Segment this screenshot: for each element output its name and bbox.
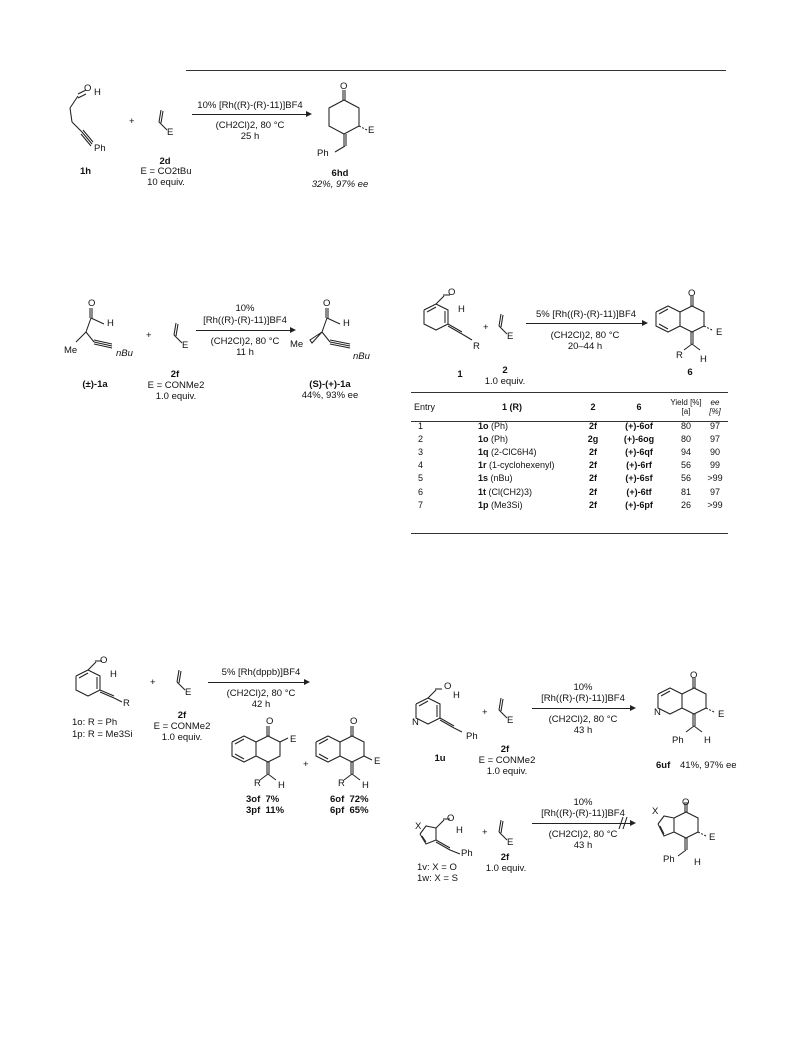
cell-ee: 90 bbox=[709, 446, 720, 457]
substrate-code: 1o bbox=[478, 420, 489, 431]
cell-alkene: 2f bbox=[588, 420, 597, 431]
cell-substrate bbox=[448, 432, 576, 445]
cell-alkene: 2g bbox=[587, 433, 599, 444]
compound-label: 6 bbox=[687, 367, 693, 378]
substrate-1h-structure bbox=[60, 82, 120, 162]
cell-entry: 3 bbox=[418, 446, 424, 457]
atom-O: O bbox=[448, 287, 456, 298]
cell-ee: >99 bbox=[707, 499, 723, 510]
atom-Ph: Ph bbox=[663, 854, 675, 865]
cell-substrate bbox=[448, 498, 576, 511]
compound-definition: E = CONMe2 bbox=[478, 755, 536, 766]
plus-sign: + bbox=[482, 827, 488, 838]
cell-substrate bbox=[448, 445, 576, 458]
substrate-1u-structure bbox=[406, 680, 496, 760]
plus-sign: + bbox=[129, 116, 135, 127]
atom-E: E bbox=[185, 687, 192, 698]
table-header-row bbox=[414, 395, 726, 419]
cell-yield: 56 bbox=[680, 460, 691, 471]
equivalents: 1.0 equiv. bbox=[485, 863, 527, 874]
table-top-rule bbox=[411, 392, 728, 393]
product-6-structure bbox=[646, 288, 736, 368]
table-bottom-rule bbox=[411, 533, 728, 534]
reaction-arrow bbox=[196, 330, 292, 331]
substrate-code: 1s bbox=[478, 473, 489, 484]
reaction-arrow bbox=[192, 114, 308, 115]
atom-O: O bbox=[682, 797, 690, 808]
cell-yield: 56 bbox=[680, 473, 691, 484]
compound-label: (S)-(+)-1a bbox=[309, 379, 351, 390]
atom-E: E bbox=[716, 327, 723, 338]
cell-product: (+)-6of bbox=[625, 420, 653, 431]
cell-alkene: 2f bbox=[588, 446, 597, 457]
catalyst-condition: [Rh((R)-(R)-11)]BF4 bbox=[203, 315, 287, 326]
catalyst-condition: [Rh((R)-(R)-11)]BF4 bbox=[541, 693, 625, 704]
cell-entry: 5 bbox=[418, 473, 424, 484]
yield-ee: 32%, 97% ee bbox=[311, 179, 369, 190]
atom-O: O bbox=[447, 813, 455, 824]
equivalents: 1.0 equiv. bbox=[161, 732, 203, 743]
cell-yield: 80 bbox=[680, 433, 691, 444]
table-row bbox=[414, 485, 726, 498]
substrate-code: 1t bbox=[478, 486, 487, 497]
table-mid-rule bbox=[411, 421, 728, 422]
target-product-structure bbox=[648, 800, 738, 880]
substrate-group: (1-cyclohexenyl) bbox=[489, 460, 555, 471]
cell-entry: 6 bbox=[418, 486, 424, 497]
compound-definition: E = CONMe2 bbox=[153, 721, 211, 732]
product-yield: 3pf 11% bbox=[246, 805, 285, 816]
arrowhead bbox=[304, 679, 310, 685]
atom-H: H bbox=[453, 690, 460, 701]
compound-definition: E = CO2tBu bbox=[140, 166, 192, 177]
substrate-group: (2-ClC6H4) bbox=[491, 446, 537, 457]
time-condition: 42 h bbox=[251, 699, 271, 710]
reaction-arrow bbox=[526, 323, 644, 324]
compound-label: 6uf bbox=[656, 760, 671, 771]
atom-H: H bbox=[278, 780, 285, 791]
atom-H: H bbox=[456, 825, 463, 836]
atom-Ph: Ph bbox=[466, 731, 478, 742]
plus-sign: + bbox=[150, 677, 156, 688]
atom-N: N bbox=[654, 707, 661, 718]
equivalents: 10 equiv. bbox=[147, 177, 185, 188]
atom-E: E bbox=[718, 709, 725, 720]
cell-yield: 80 bbox=[680, 420, 691, 431]
substrate-group: (Me3Si) bbox=[491, 499, 523, 510]
compound-label: 1u bbox=[434, 753, 446, 764]
arrowhead bbox=[630, 820, 636, 826]
atom-H: H bbox=[694, 857, 701, 868]
plus-sign: + bbox=[146, 330, 152, 341]
atom-H: H bbox=[94, 87, 101, 98]
cell-ee: 97 bbox=[709, 420, 720, 431]
atom-O: O bbox=[340, 81, 348, 92]
equivalents: 1.0 equiv. bbox=[484, 376, 526, 387]
substrate-group: (Ph) bbox=[491, 433, 509, 444]
catalyst-condition: 5% [Rh(dppb)]BF4 bbox=[221, 667, 301, 678]
atom-H: H bbox=[704, 735, 711, 746]
header-ee: ee [%] bbox=[709, 398, 721, 416]
cell-entry: 4 bbox=[418, 460, 424, 471]
substrate-code: 1p bbox=[478, 499, 489, 510]
atom-E: E bbox=[368, 125, 375, 136]
cell-alkene: 2f bbox=[588, 473, 597, 484]
cell-product: (+)-6qf bbox=[625, 446, 653, 457]
equivalents: 1.0 equiv. bbox=[486, 766, 528, 777]
reaction-arrow bbox=[208, 682, 306, 683]
solvent-condition: (CH2Cl)2, 80 °C bbox=[550, 330, 620, 341]
solvent-condition: (CH2Cl)2, 80 °C bbox=[548, 714, 618, 725]
atom-O: O bbox=[88, 298, 96, 309]
cell-alkene: 2f bbox=[588, 486, 597, 497]
cell-alkene: 2f bbox=[588, 499, 597, 510]
atom-E: E bbox=[182, 340, 189, 351]
plus-sign: + bbox=[482, 707, 488, 718]
atom-X: X bbox=[652, 806, 659, 817]
compound-label: 2f bbox=[170, 369, 180, 380]
atom-E: E bbox=[709, 832, 716, 843]
atom-R: R bbox=[338, 778, 345, 789]
product-yield: 6pf 65% bbox=[330, 805, 369, 816]
table-row bbox=[414, 432, 726, 445]
table-row bbox=[414, 445, 726, 458]
substrate-code: 1r bbox=[478, 460, 487, 471]
atom-O: O bbox=[350, 716, 358, 727]
substrate-group: (Cl(CH2)3) bbox=[488, 486, 533, 497]
compound-label: 1h bbox=[80, 166, 92, 177]
cell-yield: 26 bbox=[680, 499, 691, 510]
table-body bbox=[414, 419, 726, 511]
compound-label: 6hd bbox=[331, 168, 349, 179]
substrate-group: (Ph) bbox=[491, 420, 509, 431]
arrowhead bbox=[630, 705, 636, 711]
cell-product: (+)-6pf bbox=[625, 499, 653, 510]
catalyst-loading: 10% bbox=[573, 797, 593, 808]
solvent-condition: (CH2Cl)2, 80 °C bbox=[210, 336, 280, 347]
equivalents: 1.0 equiv. bbox=[155, 391, 197, 402]
compound-label: 1w: X = S bbox=[417, 873, 458, 884]
compound-definition: E = CONMe2 bbox=[147, 380, 205, 391]
catalyst-condition: [Rh((R)-(R)-11)]BF4 bbox=[541, 808, 625, 819]
compound-label: 1p: R = Me3Si bbox=[72, 729, 133, 740]
arrowhead bbox=[290, 327, 296, 333]
cell-substrate bbox=[448, 459, 576, 472]
compound-label: 2f bbox=[500, 744, 510, 755]
atom-nBu: nBu bbox=[353, 351, 370, 362]
substrate-code: 1o bbox=[478, 433, 489, 444]
substrate-group: (nBu) bbox=[490, 473, 513, 484]
plus-sign: + bbox=[303, 759, 309, 770]
catalyst-loading: 10% bbox=[235, 303, 255, 314]
header-substrate: 1 (R) bbox=[502, 402, 522, 412]
yield-ee: 44%, 93% ee bbox=[301, 390, 359, 401]
atom-O: O bbox=[688, 288, 696, 299]
substrate-1a-structure bbox=[64, 302, 134, 372]
atom-O: O bbox=[690, 670, 698, 681]
compound-label: 1v: X = O bbox=[417, 862, 457, 873]
atom-O: O bbox=[100, 655, 108, 666]
atom-O: O bbox=[323, 298, 331, 309]
atom-O: O bbox=[84, 83, 92, 94]
atom-Me: Me bbox=[290, 339, 304, 350]
table-row bbox=[414, 472, 726, 485]
atom-X: X bbox=[415, 821, 422, 832]
cell-entry: 2 bbox=[418, 433, 424, 444]
time-condition: 43 h bbox=[573, 725, 593, 736]
table-row bbox=[414, 459, 726, 472]
catalyst-loading: 10% bbox=[573, 682, 593, 693]
cell-alkene: 2f bbox=[588, 460, 597, 471]
cell-ee: 99 bbox=[709, 460, 720, 471]
atom-R: R bbox=[473, 341, 480, 352]
substrate-code: 1q bbox=[478, 446, 489, 457]
solvent-condition: (CH2Cl)2, 80 °C bbox=[548, 829, 618, 840]
cell-product: (+)-6sf bbox=[625, 473, 653, 484]
cell-ee: >99 bbox=[707, 473, 723, 484]
header-yield: Yield [%][a] bbox=[670, 398, 702, 416]
atom-O: O bbox=[266, 716, 274, 727]
product-yield: 6of 72% bbox=[330, 794, 369, 805]
atom-H: H bbox=[107, 318, 114, 329]
compound-label: 2d bbox=[159, 156, 171, 167]
header-entry: Entry bbox=[414, 402, 436, 412]
arrowhead bbox=[306, 111, 312, 117]
product-6uf-structure bbox=[648, 670, 738, 760]
atom-H: H bbox=[700, 354, 707, 365]
atom-Ph: Ph bbox=[94, 143, 106, 154]
cell-product: (+)-6rf bbox=[626, 460, 652, 471]
solvent-condition: (CH2Cl)2, 80 °C bbox=[215, 120, 285, 131]
atom-H: H bbox=[362, 780, 369, 791]
cell-entry: 7 bbox=[418, 499, 424, 510]
compound-label: 1o: R = Ph bbox=[72, 717, 118, 728]
atom-Ph: Ph bbox=[317, 148, 329, 159]
atom-R: R bbox=[123, 698, 130, 709]
compound-label: 2f bbox=[500, 852, 510, 863]
time-condition: 20–44 h bbox=[567, 341, 603, 352]
header-alkene: 2 bbox=[590, 402, 596, 412]
compound-label: 1 bbox=[457, 369, 463, 380]
cell-entry: 1 bbox=[418, 420, 424, 431]
atom-H: H bbox=[110, 669, 117, 680]
cell-product: (+)-6tf bbox=[626, 486, 652, 497]
header-rule bbox=[186, 70, 726, 71]
header-product: 6 bbox=[636, 402, 642, 412]
product-3-structure bbox=[226, 720, 306, 800]
catalyst-condition: 5% [Rh((R)-(R)-11)]BF4 bbox=[535, 309, 637, 320]
atom-O: O bbox=[444, 681, 452, 692]
atom-H: H bbox=[458, 304, 465, 315]
time-condition: 25 h bbox=[240, 131, 260, 142]
plus-sign: + bbox=[483, 322, 489, 333]
cell-ee: 97 bbox=[709, 433, 720, 444]
table-row bbox=[414, 498, 726, 511]
atom-nBu: nBu bbox=[116, 348, 133, 359]
yield-ee: 41%, 97% ee bbox=[680, 760, 737, 771]
cell-substrate bbox=[448, 472, 576, 485]
cell-substrate bbox=[448, 485, 576, 498]
time-condition: 43 h bbox=[573, 840, 593, 851]
atom-Ph: Ph bbox=[461, 848, 473, 859]
compound-label: 2f bbox=[177, 710, 187, 721]
atom-E: E bbox=[374, 756, 381, 767]
cell-ee: 97 bbox=[709, 486, 720, 497]
atom-H: H bbox=[343, 318, 350, 329]
compound-label: 2 bbox=[502, 365, 508, 376]
atom-E: E bbox=[507, 715, 514, 726]
atom-Me: Me bbox=[64, 345, 78, 356]
atom-Ph: Ph bbox=[672, 735, 684, 746]
results-table bbox=[414, 395, 726, 511]
atom-N: N bbox=[412, 717, 419, 728]
cell-yield: 94 bbox=[680, 446, 691, 457]
compound-label: (±)-1a bbox=[82, 379, 108, 390]
catalyst-condition: 10% [Rh((R)-(R)-11)]BF4 bbox=[197, 100, 303, 111]
atom-E: E bbox=[507, 837, 514, 848]
atom-E: E bbox=[507, 331, 514, 342]
cell-product: (+)-6og bbox=[623, 433, 655, 444]
cell-yield: 81 bbox=[680, 486, 691, 497]
substrate-1o-1p-structure bbox=[66, 660, 146, 720]
solvent-condition: (CH2Cl)2, 80 °C bbox=[226, 688, 296, 699]
time-condition: 11 h bbox=[236, 347, 254, 358]
atom-E: E bbox=[290, 734, 297, 745]
product-yield: 3of 7% bbox=[246, 794, 280, 805]
atom-R: R bbox=[676, 350, 683, 361]
atom-E: E bbox=[167, 127, 174, 138]
atom-R: R bbox=[254, 778, 261, 789]
reaction-arrow bbox=[532, 708, 632, 709]
